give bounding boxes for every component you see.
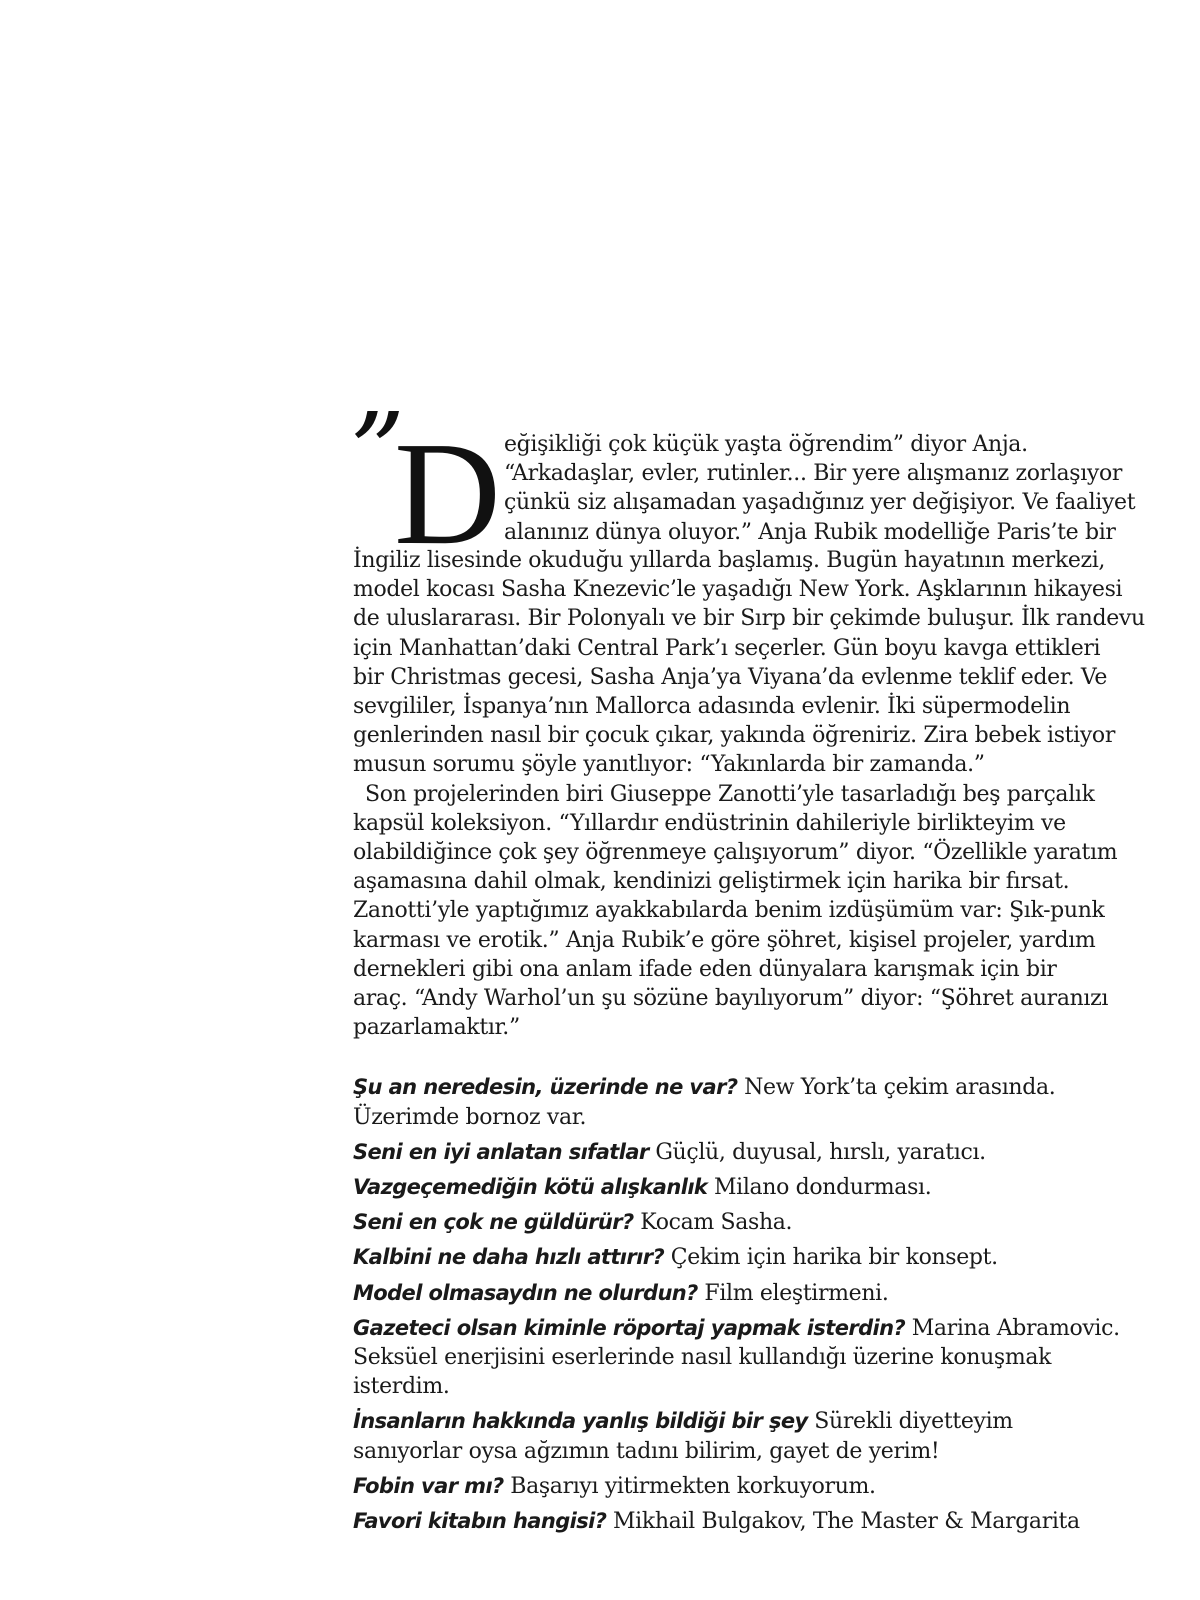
qa-answer: Çekim için harika bir konsept. xyxy=(670,1245,998,1271)
qa-list xyxy=(353,1073,1153,1536)
qa-answer: Film eleştirmeni. xyxy=(704,1280,889,1306)
text-line: dernekleri gibi ona anlam ifade eden dünyalara karışmak için bir xyxy=(353,956,1057,982)
paragraph-1 xyxy=(353,546,1153,780)
qa-item xyxy=(353,1138,1153,1167)
article-body xyxy=(349,389,1153,1542)
text-line: model kocası Sasha Knezevic’le yaşadığı New York. Aşklarının hikayesi xyxy=(353,577,1123,603)
qa-item xyxy=(353,1472,1153,1501)
qa-item xyxy=(353,1073,1153,1131)
qa-question: Seni en çok ne güldürür? xyxy=(353,1210,634,1235)
text-line: Zanotti’yle yaptığımız ayakkabılarda benim izdüşümüm var: Şık-punk xyxy=(353,898,1105,924)
qa-answer-continued: isterdim. xyxy=(353,1374,450,1400)
qa-item xyxy=(353,1173,1153,1202)
qa-answer: Milano dondurması. xyxy=(713,1175,932,1201)
qa-answer: Başarıyı yitirmekten korkuyorum. xyxy=(510,1473,876,1499)
qa-item xyxy=(353,1314,1153,1402)
qa-question: Şu an neredesin, üzerinde ne var? xyxy=(353,1075,738,1100)
text-line: genlerinden nasıl bir çocuk çıkar, yakında öğreniriz. Zira bebek istiyor xyxy=(353,723,1115,749)
qa-answer-continued: Seksüel enerjisini eserlerinde nasıl kullandığı üzerine konuşmak xyxy=(353,1345,1052,1371)
lede-lines xyxy=(504,430,1135,547)
qa-item xyxy=(353,1407,1153,1465)
text-line: musun sorumu şöyle yanıtlıyor: “Yakınlarda bir zamanda.” xyxy=(353,752,985,778)
text-line: sevgililer, İspanya’nın Mallorca adasında evlenir. İki süpermodelin xyxy=(353,694,1071,720)
qa-answer-continued: sanıyorlar oysa ağzımın tadını bilirim, gayet de yerim! xyxy=(353,1438,940,1464)
text-line: kapsül koleksiyon. “Yıllardır endüstrinin dahileriyle birlikteyim ve xyxy=(353,810,1066,836)
opening-quote-mark: ” xyxy=(349,389,406,517)
text-line: eğişikliği çok küçük yaşta öğrendim” diyor Anja. xyxy=(504,432,1028,457)
drop-cap: D xyxy=(394,412,501,576)
text-line: İngiliz lisesinde okuduğu yıllarda başlamış. Bugün hayatının merkezi, xyxy=(353,548,1106,573)
qa-item xyxy=(353,1208,1153,1237)
text-line: pazarlamaktır.” xyxy=(353,1015,520,1041)
qa-question: İnsanların hakkında yanlış bildiği bir şey xyxy=(353,1409,808,1434)
qa-item xyxy=(353,1507,1153,1536)
text-line: bir Christmas gecesi, Sasha Anja’ya Viyana’da evlenme teklif eder. Ve xyxy=(353,664,1108,690)
qa-question: Fobin var mı? xyxy=(353,1473,504,1498)
text-line: çünkü siz alışamadan yaşadığınız yer değişiyor. Ve faaliyet xyxy=(504,490,1136,516)
text-line: Son projelerinden biri Giuseppe Zanotti’yle tasarladığı beş parçalık xyxy=(365,781,1095,807)
text-line: de uluslararası. Bir Polonyalı ve bir Sırp bir çekimde buluşur. İlk randevu xyxy=(353,606,1145,632)
qa-question: Seni en iyi anlatan sıfatlar xyxy=(353,1139,649,1164)
qa-question: Gazeteci olsan kiminle röportaj yapmak isterdin? xyxy=(353,1315,906,1340)
text-line: olabildiğince çok şey öğrenmeye çalışıyorum” diyor. “Özellikle yaratım xyxy=(353,840,1118,866)
text-line: “Arkadaşlar, evler, rutinler... Bir yere alışmanız zorlaşıyor xyxy=(504,461,1123,487)
qa-answer: New York’ta çekim arasında. xyxy=(744,1075,1056,1101)
qa-question: Model olmasaydın ne olurdun? xyxy=(353,1280,698,1305)
qa-answer: Güçlü, duyusal, hırslı, yaratıcı. xyxy=(655,1139,986,1165)
paragraph-2 xyxy=(353,780,1153,1043)
qa-answer: Mikhail Bulgakov, The Master & Margarita xyxy=(613,1509,1080,1535)
qa-item xyxy=(353,1243,1153,1272)
text-line: aşamasına dahil olmak, kendinizi geliştirmek için harika bir fırsat. xyxy=(353,869,1070,895)
qa-answer: Kocam Sasha. xyxy=(640,1210,793,1236)
text-line: araç. “Andy Warhol’un şu sözüne bayılıyorum” diyor: “Şöhret auranızı xyxy=(353,986,1109,1012)
qa-question: Vazgeçemediğin kötü alışkanlık xyxy=(353,1175,708,1200)
text-line: için Manhattan’daki Central Park’ı seçerler. Gün boyu kavga ettikleri xyxy=(353,635,1101,661)
text-line: alanınız dünya oluyor.” Anja Rubik modelliğe Paris’te bir xyxy=(504,519,1116,545)
qa-answer-continued: Üzerimde bornoz var. xyxy=(353,1104,587,1130)
qa-item xyxy=(353,1279,1153,1308)
qa-answer: Marina Abramovic. xyxy=(911,1315,1120,1341)
qa-answer: Sürekli diyetteyim xyxy=(814,1409,1013,1435)
qa-question: Favori kitabın hangisi? xyxy=(353,1509,607,1534)
text-line: karması ve erotik.” Anja Rubik’e göre şöhret, kişisel projeler, yardım xyxy=(353,927,1096,953)
qa-question: Kalbini ne daha hızlı attırır? xyxy=(353,1245,665,1270)
